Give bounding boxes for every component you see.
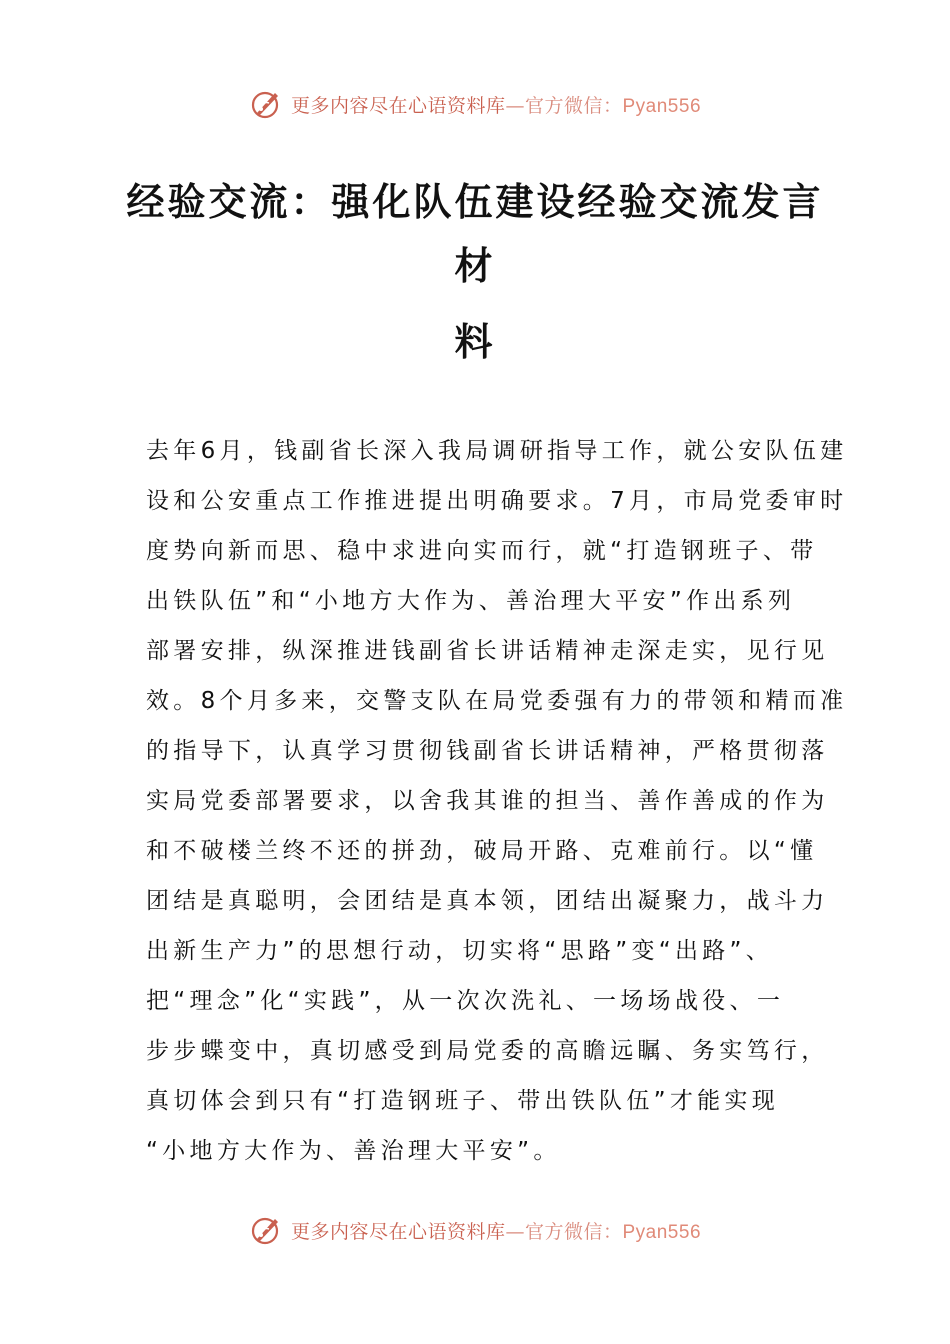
watermark-separator: — [505,1220,525,1243]
body-line: 出铁队伍”和“小地方大作为、善治理大平安”作出系列 [146,588,796,614]
watermark-brand: 更多内容尽在心语资料库 [290,94,506,117]
body-line: 的指导下，认真学习贯彻钱副省长讲话精神，严格贯彻落 [146,738,829,764]
title-line-1: 经验交流：强化队伍建设经验交流发言材 [126,180,824,288]
body-line: 真切体会到只有“打造钢班子、带出铁队伍”才能实现 [146,1088,780,1114]
watermark-separator: — [505,94,525,117]
body-line: 和不破楼兰终不还的拼劲，破局开路、克难前行。以“懂 [146,838,818,864]
body-line: 步步蝶变中，真切感受到局党委的高瞻远瞩、务实笃行， [146,1038,829,1064]
body-line: “小地方大作为、善治理大平安”。 [146,1138,561,1164]
body-line: 团结是真聪明，会团结是真本领，团结出凝聚力，战斗力 [146,888,829,914]
watermark-text [291,1217,701,1244]
watermark-brand: 更多内容尽在心语资料库 [290,1220,506,1243]
footer-watermark [0,1210,950,1250]
watermark-wechat-id: Pyan556 [622,95,702,117]
title-line-2: 料 [454,320,496,364]
header-watermark [0,84,950,124]
quill-seal-icon [249,1213,283,1247]
body-line: 出新生产力”的思想行动，切实将“思路”变“出路”、 [146,938,774,964]
body-line: 部署安排，纵深推进钱副省长讲话精神走深走实，见行见 [146,638,829,664]
body-line: 设和公安重点工作推进提出明确要求。7月，市局党委审时 [146,488,848,514]
body-line: 度势向新而思、稳中求进向实而行，就“打造钢班子、带 [146,538,818,564]
watermark-text [291,91,701,118]
watermark-official-label: 官方微信： [524,94,623,117]
body-line: 把“理念”化“实践”，从一次次洗礼、一场场战役、一 [146,988,785,1014]
quill-seal-icon [249,87,283,121]
body-line: 去年6月，钱副省长深入我局调研指导工作，就公安队伍建 [146,438,848,464]
body-line: 实局党委部署要求，以舍我其谁的担当、善作善成的作为 [146,788,829,814]
body-paragraph [146,426,848,1176]
watermark-official-label: 官方微信： [524,1220,623,1243]
body-line: 效。8个月多来，交警支队在局党委强有力的带领和精而准 [146,688,848,714]
watermark-wechat-id: Pyan556 [622,1221,702,1243]
document-title [120,170,830,374]
